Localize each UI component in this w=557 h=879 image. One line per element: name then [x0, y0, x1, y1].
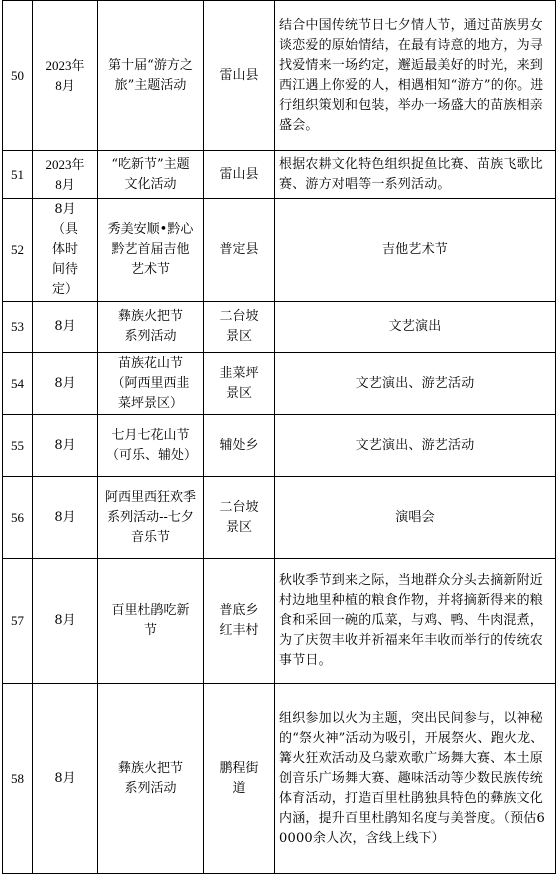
row-location: 鹏程街道 — [204, 684, 275, 874]
row-date: 8月 — [33, 302, 98, 353]
row-content: 组织参加以火为主题，突出民间参与，以神秘的“祭火神”活动为吸引，开展祭火、跑火龙、篝火狂欢活动及乌蒙欢歌广场舞大赛、本土原创音乐广场舞大赛、趣味活动等少数民族传统体育活动，打造百里杜鹃独具特色的彝族文化内涵，提升百里杜鹃知名度与美誉度。（预估60000余人次，含线上线下） — [275, 684, 556, 874]
row-event-name: 彝族火把节系列活动 — [98, 302, 204, 353]
row-event-name: 彝族火把节系列活动 — [98, 684, 204, 874]
row-location: 雷山县 — [204, 1, 275, 151]
row-content: 结合中国传统节日七夕情人节，通过苗族男女谈恋爱的原始情结，在最有诗意的地方，为寻找爱情来一场约定，邂逅最美好的时光，来到西江遇上你爱的人，相遇相知“游方”的你。进行组织策划和包装，举办一场盛大的苗族相亲盛会。 — [275, 1, 556, 151]
row-content: 吉他艺术节 — [275, 199, 556, 302]
table-row — [3, 559, 556, 684]
row-date: 8月 — [33, 353, 98, 415]
row-event-name: “吃新节”主题文化活动 — [98, 151, 204, 199]
row-location: 普定县 — [204, 199, 275, 302]
row-location: 二台坡景区 — [204, 302, 275, 353]
row-number: 52 — [3, 199, 33, 302]
table-row — [3, 415, 556, 477]
events-table — [2, 0, 556, 874]
table-row — [3, 151, 556, 199]
row-content: 文艺演出 — [275, 302, 556, 353]
table-row — [3, 353, 556, 415]
row-content: 演唱会 — [275, 477, 556, 559]
table-row — [3, 1, 556, 151]
row-content: 秋收季节到来之际，当地群众分头去摘新附近村边地里种植的粮食作物，并将摘新得来的粮食和采回一碗的瓜菜，与鸡、鸭、牛肉混煮，为了庆贺丰收并祈福来年丰收而举行的传统农事节日。 — [275, 559, 556, 684]
row-number: 55 — [3, 415, 33, 477]
row-location: 辅处乡 — [204, 415, 275, 477]
row-date: 8月 — [33, 415, 98, 477]
row-content: 根据农耕文化特色组织捉鱼比赛、苗族飞歌比赛、游方对唱等一系列活动。 — [275, 151, 556, 199]
row-location: 雷山县 — [204, 151, 275, 199]
row-number: 50 — [3, 1, 33, 151]
row-number: 56 — [3, 477, 33, 559]
row-date: 2023年8月 — [33, 1, 98, 151]
row-date: 8月 — [33, 477, 98, 559]
row-number: 57 — [3, 559, 33, 684]
table-row — [3, 477, 556, 559]
table-row — [3, 684, 556, 874]
row-date: 8月（具体时间待定） — [33, 199, 98, 302]
row-number: 58 — [3, 684, 33, 874]
row-location: 普底乡红丰村 — [204, 559, 275, 684]
row-date: 8月 — [33, 559, 98, 684]
row-number: 54 — [3, 353, 33, 415]
row-date: 8月 — [33, 684, 98, 874]
row-content: 文艺演出、游艺活动 — [275, 415, 556, 477]
row-location: 二台坡景区 — [204, 477, 275, 559]
table-row — [3, 302, 556, 353]
table-row — [3, 199, 556, 302]
row-event-name: 第十届“游方之旅”主题活动 — [98, 1, 204, 151]
row-number: 53 — [3, 302, 33, 353]
row-event-name: 七月七花山节（可乐、辅处） — [98, 415, 204, 477]
row-event-name: 百里杜鹃吃新节 — [98, 559, 204, 684]
row-event-name: 秀美安顺•黔心黔艺首届吉他艺术节 — [98, 199, 204, 302]
row-number: 51 — [3, 151, 33, 199]
row-content: 文艺演出、游艺活动 — [275, 353, 556, 415]
row-event-name: 阿西里西狂欢季系列活动--七夕音乐节 — [98, 477, 204, 559]
row-location: 韭菜坪景区 — [204, 353, 275, 415]
row-event-name: 苗族花山节（阿西里西韭菜坪景区） — [98, 353, 204, 415]
row-date: 2023年8月 — [33, 151, 98, 199]
